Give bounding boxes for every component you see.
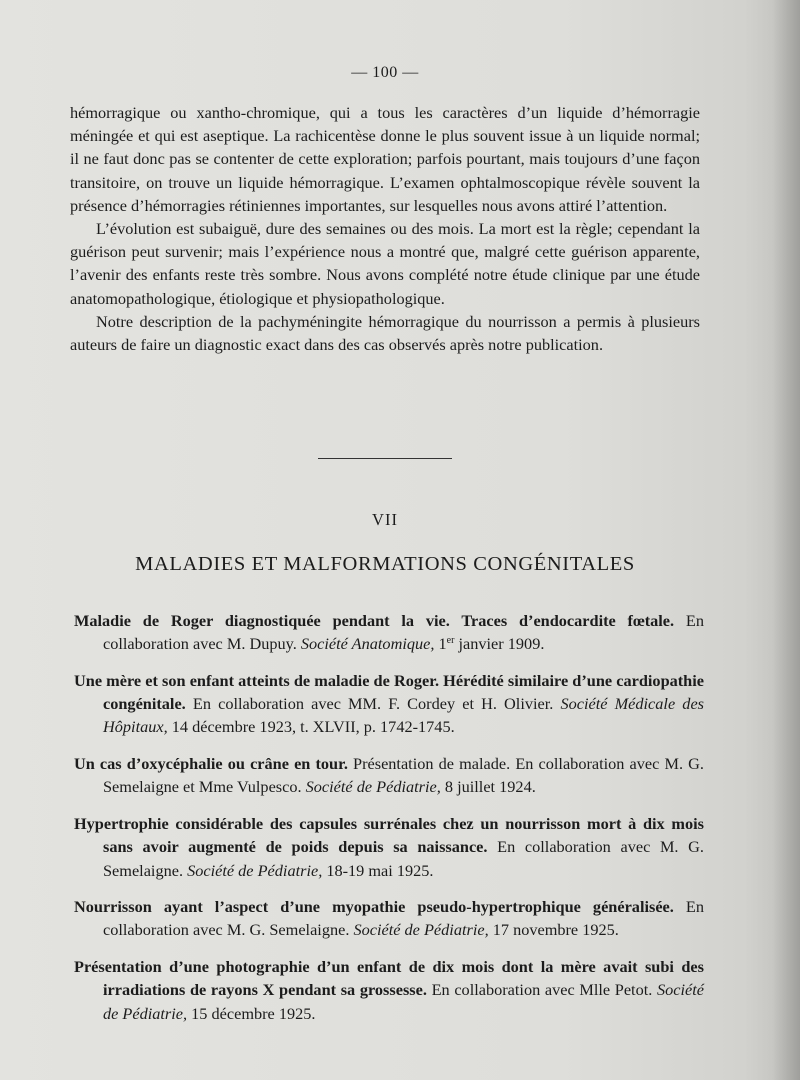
publication-venue: Société Anatomique, — [300, 634, 435, 654]
section-title: MALADIES ET MALFORMATIONS CONGÉNITALES — [135, 553, 635, 575]
publication-date: 17 novembre 1925. — [488, 920, 619, 940]
publication-venue: Société de Pédiatrie, — [305, 777, 441, 797]
publication-date-superscript: er — [446, 635, 455, 647]
publication-venue: Société de Pédiatrie, — [103, 980, 704, 1023]
section-divider — [318, 458, 452, 459]
page-edge-shadow — [772, 0, 800, 1080]
publication-entry — [74, 609, 704, 656]
paragraph-evolution: L’évolution est subaiguë, dure des semaines ou des mois. La mort est la règle; cependant la guérison peut survenir; mais l’expérience nous a montré que, malgré cette guérison apparente, l’avenir des enfants reste très sombre. Nous avons complété notre étude clinique par une étude anatomopathologique, étiologique et physiopathologique. — [70, 219, 700, 308]
publication-details: En collaboration avec M. Dupuy. — [103, 611, 705, 654]
publication-date-end: janvier 1909. — [454, 634, 545, 654]
publication-entry — [74, 955, 704, 1025]
publication-date: 15 décembre 1925. — [187, 1003, 316, 1023]
page-number: — 100 — — [351, 64, 419, 81]
publication-details: En collaboration avec MM. F. Cordey et H. Olivier. — [185, 694, 561, 714]
publication-entry — [74, 812, 704, 882]
publication-details: En collaboration avec Mlle Petot. — [426, 980, 657, 1000]
publication-venue: Société de Pédiatrie, — [353, 920, 489, 940]
publication-details: En collaboration avec M. G. Semelaigne. — [103, 837, 705, 880]
paragraph-continuation: hémorragique ou xantho-chromique, qui a tous les caractères d’un liquide d’hémorragie méningée et qui est aseptique. La rachicentèse donne le plus souvent issue à un liquide normal; il ne faut donc pas se contenter de cette exploration; parfois pourtant, mais toujours d’une façon transitoire, on trouve un liquide hémorragique. L’examen ophtalmoscopique révèle souvent la présence d’hémorragies rétiniennes importantes, sur lesquelles nous avons attiré l’attention. — [70, 103, 700, 215]
publication-venue: Société Médicale des Hôpitaux, — [103, 694, 705, 737]
publication-title: Présentation d’une photographie d’un enfant de dix mois dont la mère avait subi des irradiations de rayons X pendant sa grossesse. — [74, 957, 704, 1000]
body-text — [70, 101, 700, 356]
publication-venue: Société de Pédiatrie, — [187, 860, 323, 880]
publication-title: Nourrisson ayant l’aspect d’une myopathie pseudo-hypertrophique généralisée. — [74, 897, 674, 917]
publication-entry — [74, 895, 704, 942]
publication-date: 14 décembre 1923, t. XLVII, p. 1742-1745. — [167, 717, 455, 737]
publication-title: Une mère et son enfant atteints de maladie de Roger. Hérédité similaire d’une cardiopathie congénitale. — [74, 670, 704, 714]
publication-list — [74, 609, 704, 1038]
publication-title: Maladie de Roger diagnostiquée pendant la vie. Traces d’endocardite fœtale. — [74, 611, 675, 630]
publication-title: Un cas d’oxycéphalie ou crâne en tour. — [74, 754, 348, 774]
publication-date: 18-19 mai 1925. — [322, 860, 434, 880]
publication-date: 1 — [434, 634, 447, 654]
paragraph-description: Notre description de la pachyméningite hémorragique du nourrisson a permis à plusieurs auteurs de faire un diagnostic exact dans des cas observés après notre publication. — [70, 311, 700, 355]
publication-details: En collaboration avec M. G. Semelaigne. — [103, 897, 705, 940]
publication-entry — [74, 752, 704, 799]
publication-details: Présentation de malade. En collaboration avec M. G. Semelaigne et Mme Vulpesco. — [103, 754, 704, 797]
section-number: VII — [372, 510, 398, 529]
publication-entry — [74, 669, 704, 739]
publication-title: Hypertrophie considérable des capsules surrénales chez un nourrisson mort à dix mois sans avoir augmenté de poids depuis sa naissance. — [74, 813, 704, 857]
publication-date: 8 juillet 1924. — [440, 777, 536, 797]
